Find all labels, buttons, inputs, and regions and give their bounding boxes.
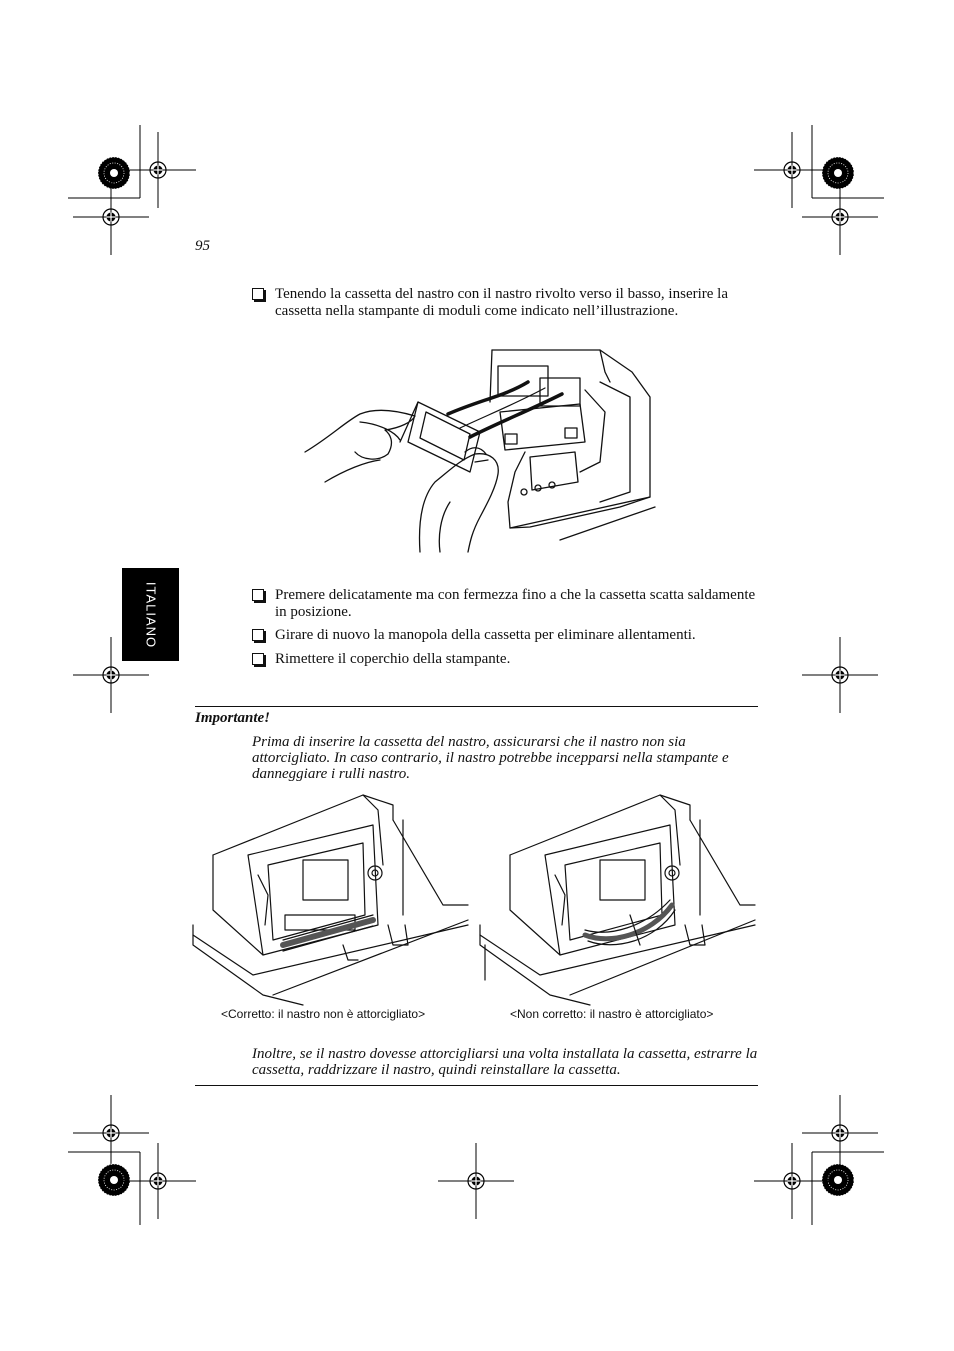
checkbox-bullet-icon: [252, 288, 264, 300]
closing-note: Inoltre, se il nastro dovesse attorcigliarsi una volta installata la cassetta, estrarre la cassetta, raddrizzare il nastro, quindi reinstallare la cassetta.: [252, 1046, 758, 1078]
step-text: Premere delicatamente ma con fermezza fino a che la cassetta scatta saldamente in posizione.: [275, 587, 756, 620]
registration-star-icon: [822, 1164, 854, 1196]
section-divider: [195, 1085, 758, 1086]
registration-cross-icon: [754, 1143, 830, 1219]
registration-cross-icon: [802, 179, 878, 255]
step-item: [252, 627, 757, 644]
ribbon-correct-illustration: [193, 795, 471, 1005]
checkbox-bullet-icon: [252, 653, 264, 665]
step-item: [252, 286, 757, 320]
registration-star-icon: [822, 157, 854, 189]
registration-cross-icon: [802, 637, 878, 713]
caption-incorrect: <Non corretto: il nastro è attorcigliato>: [510, 1007, 714, 1021]
section-divider: [195, 706, 758, 707]
cassette-insertion-illustration: [300, 342, 660, 557]
step-item: [252, 651, 757, 668]
registration-cross-icon: [754, 132, 830, 208]
registration-star-icon: [98, 1164, 130, 1196]
registration-cross-icon: [438, 1143, 514, 1219]
ribbon-twisted-illustration: [480, 795, 758, 1005]
checkbox-bullet-icon: [252, 589, 264, 601]
registration-star-icon: [98, 157, 130, 189]
important-title: Importante!: [195, 710, 271, 726]
checkbox-bullet-icon: [252, 629, 264, 641]
page-number: 95: [195, 238, 210, 254]
step-item: [252, 587, 757, 621]
step-text: Tenendo la cassetta del nastro con il nastro rivolto verso il basso, inserire la cassetta nella stampante di moduli come indicato nell’illustrazione.: [275, 286, 728, 319]
side-tab-label: ITALIANO: [143, 581, 158, 648]
caption-correct: <Corretto: il nastro non è attorcigliato>: [221, 1007, 426, 1021]
registration-cross-icon: [120, 132, 196, 208]
important-body: Prima di inserire la cassetta del nastro, assicurarsi che il nastro non sia attorcigliato. In caso contrario, il nastro potrebbe incepparsi nella stampante e danneggiare i rulli nastro.: [252, 734, 729, 782]
registration-cross-icon: [802, 1095, 878, 1171]
registration-cross-icon: [73, 1095, 149, 1171]
registration-cross-icon: [73, 179, 149, 255]
registration-cross-icon: [120, 1143, 196, 1219]
language-side-tab: [122, 568, 179, 661]
step-text: Girare di nuovo la manopola della cassetta per eliminare allentamenti.: [275, 627, 696, 643]
step-text: Rimettere il coperchio della stampante.: [275, 651, 511, 667]
